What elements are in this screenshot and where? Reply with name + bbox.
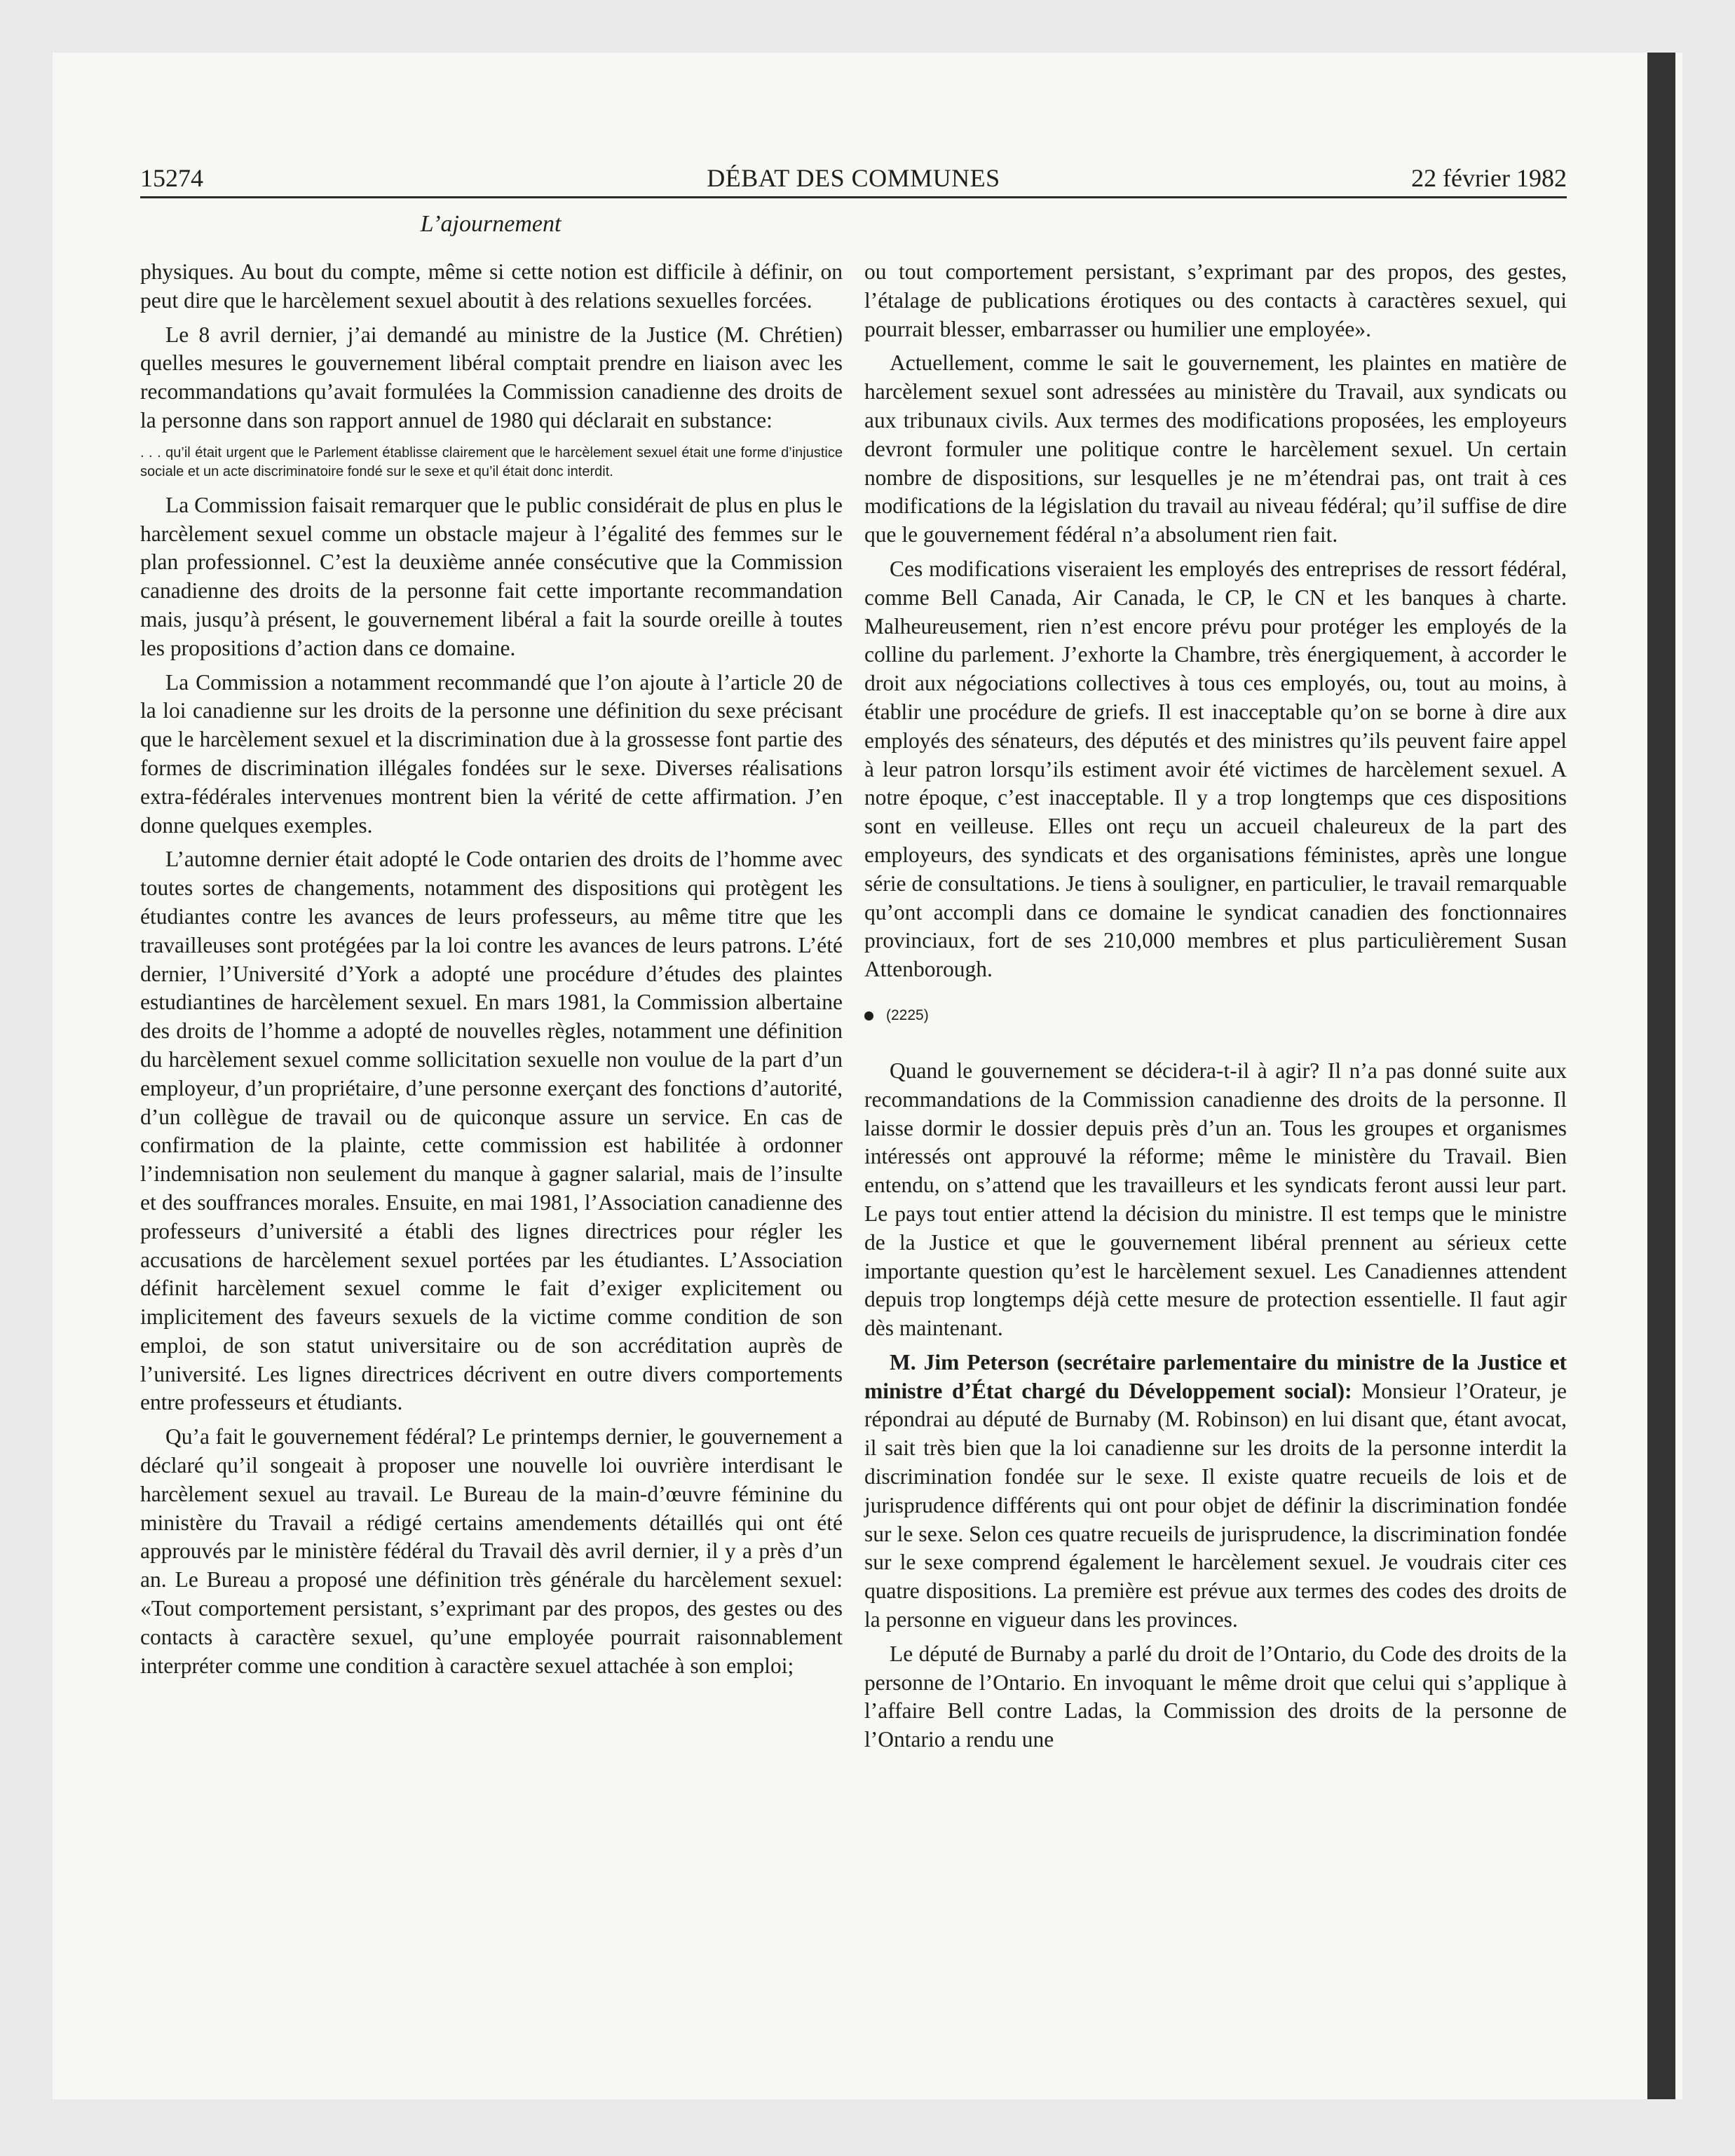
speaker-text: Monsieur l’Orateur, je répondrai au député de Burnaby (M. Robinson) en lui disant que, étant avocat, il sait très bien que la loi canadienne sur les droits de la personne interdit la discrimination fondée sur le sexe. Il existe quatre recueils de lois et de jurisprudence différents qui ont pour objet de définir la discrimination fondée sur le sexe. Selon ces quatre recueils de jurisprudence, la discrimination fondée sur le sexe comprend également le harcèlement sexuel. Je voudrais citer ces quatre dispositions. La première est prévue aux termes des codes des droits de la personne en vigueur dans les provinces. (864, 1378, 1567, 1632)
bullet-dot-icon (864, 1011, 873, 1021)
issue-date: 22 février 1982 (1411, 164, 1567, 192)
paragraph: La Commission faisait remarquer que le public considérait de plus en plus le harcèlement sexuel comme un obstacle majeur à l’égalité des femmes sur le plan professionnel. C’est la deuxième année consécutive que la Commission canadienne des droits de la personne fait cette importante recommandation mais, jusqu’à présent, le gouvernement libéral a fait la sourde oreille à toutes les propositions d’action dans ce domaine. (140, 492, 843, 660)
paragraph: Le 8 avril dernier, j’ai demandé au ministre de la Justice (M. Chrétien) quelles mesures le gouvernement libéral comptait prendre en liaison avec les recommandations qu’avait formulées la Commission canadienne des droits de la personne dans son rapport annuel de 1980 qui déclarait en substance: (140, 322, 843, 432)
paragraph: physiques. Au bout du compte, même si cette notion est difficile à définir, on peut dire que le harcèlement sexuel aboutit à des relations sexuelles forcées. (140, 259, 843, 313)
paragraph: Le député de Burnaby a parlé du droit de l’Ontario, du Code des droits de la personne de l’Ontario. En invoquant le même droit que celui qui s’applique à l’affaire Bell contre Ladas, la Commission des droits de la personne de l’Ontario a rendu une (864, 1641, 1567, 1752)
header-rule (140, 196, 1567, 198)
paragraph: Ces modifications viseraient les employés des entreprises de ressort fédéral, comme Bell Canada, Air Canada, le CP, le CN et les banques à charte. Malheureusement, rien n’est encore prévu pour protéger les employés de la colline du parlement. J’exhorte la Chambre, très énergiquement, à accorder le droit aux négociations collectives à tous ces employés, ou, tout au moins, à établir une procédure de griefs. Il est inacceptable qu’on se borne à dire aux employés des sénateurs, des députés et des ministres qu’ils peuvent faire appel à leur patron lorsqu’ils estiment avoir été victimes de harcèlement sexuel. A notre époque, c’est inacceptable. Il y a trop longtemps que ces dispositions sont en veilleuse. Elles ont reçu un accueil chaleureux de la part des employeurs, des syndicats et des organisations féministes, après une longue série de consultations. Je tiens à souligner, en particulier, le travail remarquable qu’ont accompli dans ce domaine le syndicat canadien des fonctionnaires provinciaux, fort de ses 210,000 membres et plus particulièrement Susan Attenborough. (864, 556, 1567, 982)
paragraph: ou tout comportement persistant, s’exprimant par des propos, des gestes, l’étalage de publications érotiques ou des contacts à caractères sexuel, qui pourrait blesser, embarrasser ou humilier une employée». (864, 259, 1567, 341)
speaker-name: M. Jim Peterson (secrétaire parlementaire du ministre de la Justice et ministre d’État chargé du Développement social): (864, 1349, 1567, 1403)
block-quote: . . . qu’il était urgent que le Parlement établisse clairement que le harcèlement sexuel était une forme d’injustice sociale et un acte discriminatoire fondé sur le sexe et qu’il était donc interdit. (140, 444, 843, 479)
speaker-paragraph (864, 1349, 1567, 1635)
right-column (864, 258, 1567, 1754)
left-column (140, 258, 843, 1680)
section-title: L’ajournement (420, 211, 562, 237)
paragraph: Qu’a fait le gouvernement fédéral? Le printemps dernier, le gouvernement a déclaré qu’il songeait à proposer une nouvelle loi ouvrière interdisant le harcèlement sexuel au travail. Le Bureau de la main-d’œuvre féminine du ministère du Travail a rédigé certains amendements détaillés qui ont été approuvés par le ministère fédéral du Travail dès avril dernier, il y a près d’un an. Le Bureau a proposé une définition très générale du harcèlement sexuel: «Tout comportement persistant, s’exprimant par des propos, des gestes ou des contacts à caractère sexuel, qu’une employée pourrait raisonnablement interpréter comme une condition à caractère sexuel attachée à son emploi; (140, 1424, 843, 1678)
journal-title: DÉBAT DES COMMUNES (707, 164, 1000, 192)
time-marker-label: (2225) (886, 1007, 929, 1023)
page-number: 15274 (140, 164, 203, 192)
paragraph: La Commission a notamment recommandé que l’on ajoute à l’article 20 de la loi canadienne sur les droits de la personne une définition du sexe précisant que le harcèlement sexuel et la discrimination due à la grossesse font partie des formes de discrimination illégales fondées sur le sexe. Diverses réalisations extra-fédérales intervenues montrent bien la vérité de cette affirmation. J’en donne quelques exemples. (140, 669, 843, 838)
paragraph: Actuellement, comme le sait le gouvernement, les plaintes en matière de harcèlement sexuel sont adressées au ministère du Travail, aux syndicats ou aux tribunaux civils. Aux termes des modifications proposées, les employeurs devront formuler une politique contre le harcèlement sexuel. Un certain nombre de dispositions, sur lesquelles je ne m’étendrai pas, ont trait à ces modifications de la législation du travail au niveau fédéral; qu’il suffise de dire que le gouvernement fédéral n’a absolument rien fait. (864, 350, 1567, 547)
paragraph: Quand le gouvernement se décidera-t-il à agir? Il n’a pas donné suite aux recommandations de la Commission canadienne des droits de la personne. Il laisse dormir le dossier depuis près d’un an. Tous les groupes et organismes intéressés ont approuvé la réforme; même le ministère du Travail. Bien entendu, on s’attend que les travailleurs et les syndicats feront aussi leur part. Le pays tout entier attend la décision du ministre. Il est temps que le ministre de la Justice et que le gouvernement libéral prennent au sérieux cette importante question qu’est le harcèlement sexuel. Les Canadiennes attendent depuis trop longtemps déjà cette mesure de protection essentielle. Il faut agir dès maintenant. (864, 1058, 1567, 1341)
scan-edge-bar (1647, 53, 1675, 2099)
time-marker (864, 1005, 1567, 1026)
paragraph: L’automne dernier était adopté le Code ontarien des droits de l’homme avec toutes sortes de changements, notamment des dispositions qui protègent les étudiantes contre les avances de leurs professeurs, au même titre que les travailleuses sont protégées par la loi contre les avances de leurs patrons. L’été dernier, l’Université d’York a adopté une procédure d’études des plaintes estudiantines de harcèlement sexuel. En mars 1981, la Commission albertaine des droits de l’homme a adopté de nouvelles règles, notamment une définition du harcèlement sexuel comme sollicitation sexuelle non voulue de la part d’un employeur, d’un propriétaire, d’une personne exerçant des fonctions d’autorité, d’un collègue de travail ou de quiconque assure un service. En cas de confirmation de la plainte, cette commission est habilitée à ordonner l’indemnisation non seulement du manque à gagner salarial, mais de l’insulte et des souffrances morales. Ensuite, en mai 1981, l’Association canadienne des professeurs d’université a établi des lignes directrices pour régler les accusations de harcèlement sexuel portées par les étudiantes. L’Association définit harcèlement sexuel comme le fait d’exiger explicitement ou implicitement des faveurs sexuels de la victime comme condition de son emploi, de son statut universitaire ou de son accréditation auprès de l’université. Les lignes directrices décrivent en outre divers comportements entre professeurs et étudiants. (140, 847, 843, 1415)
